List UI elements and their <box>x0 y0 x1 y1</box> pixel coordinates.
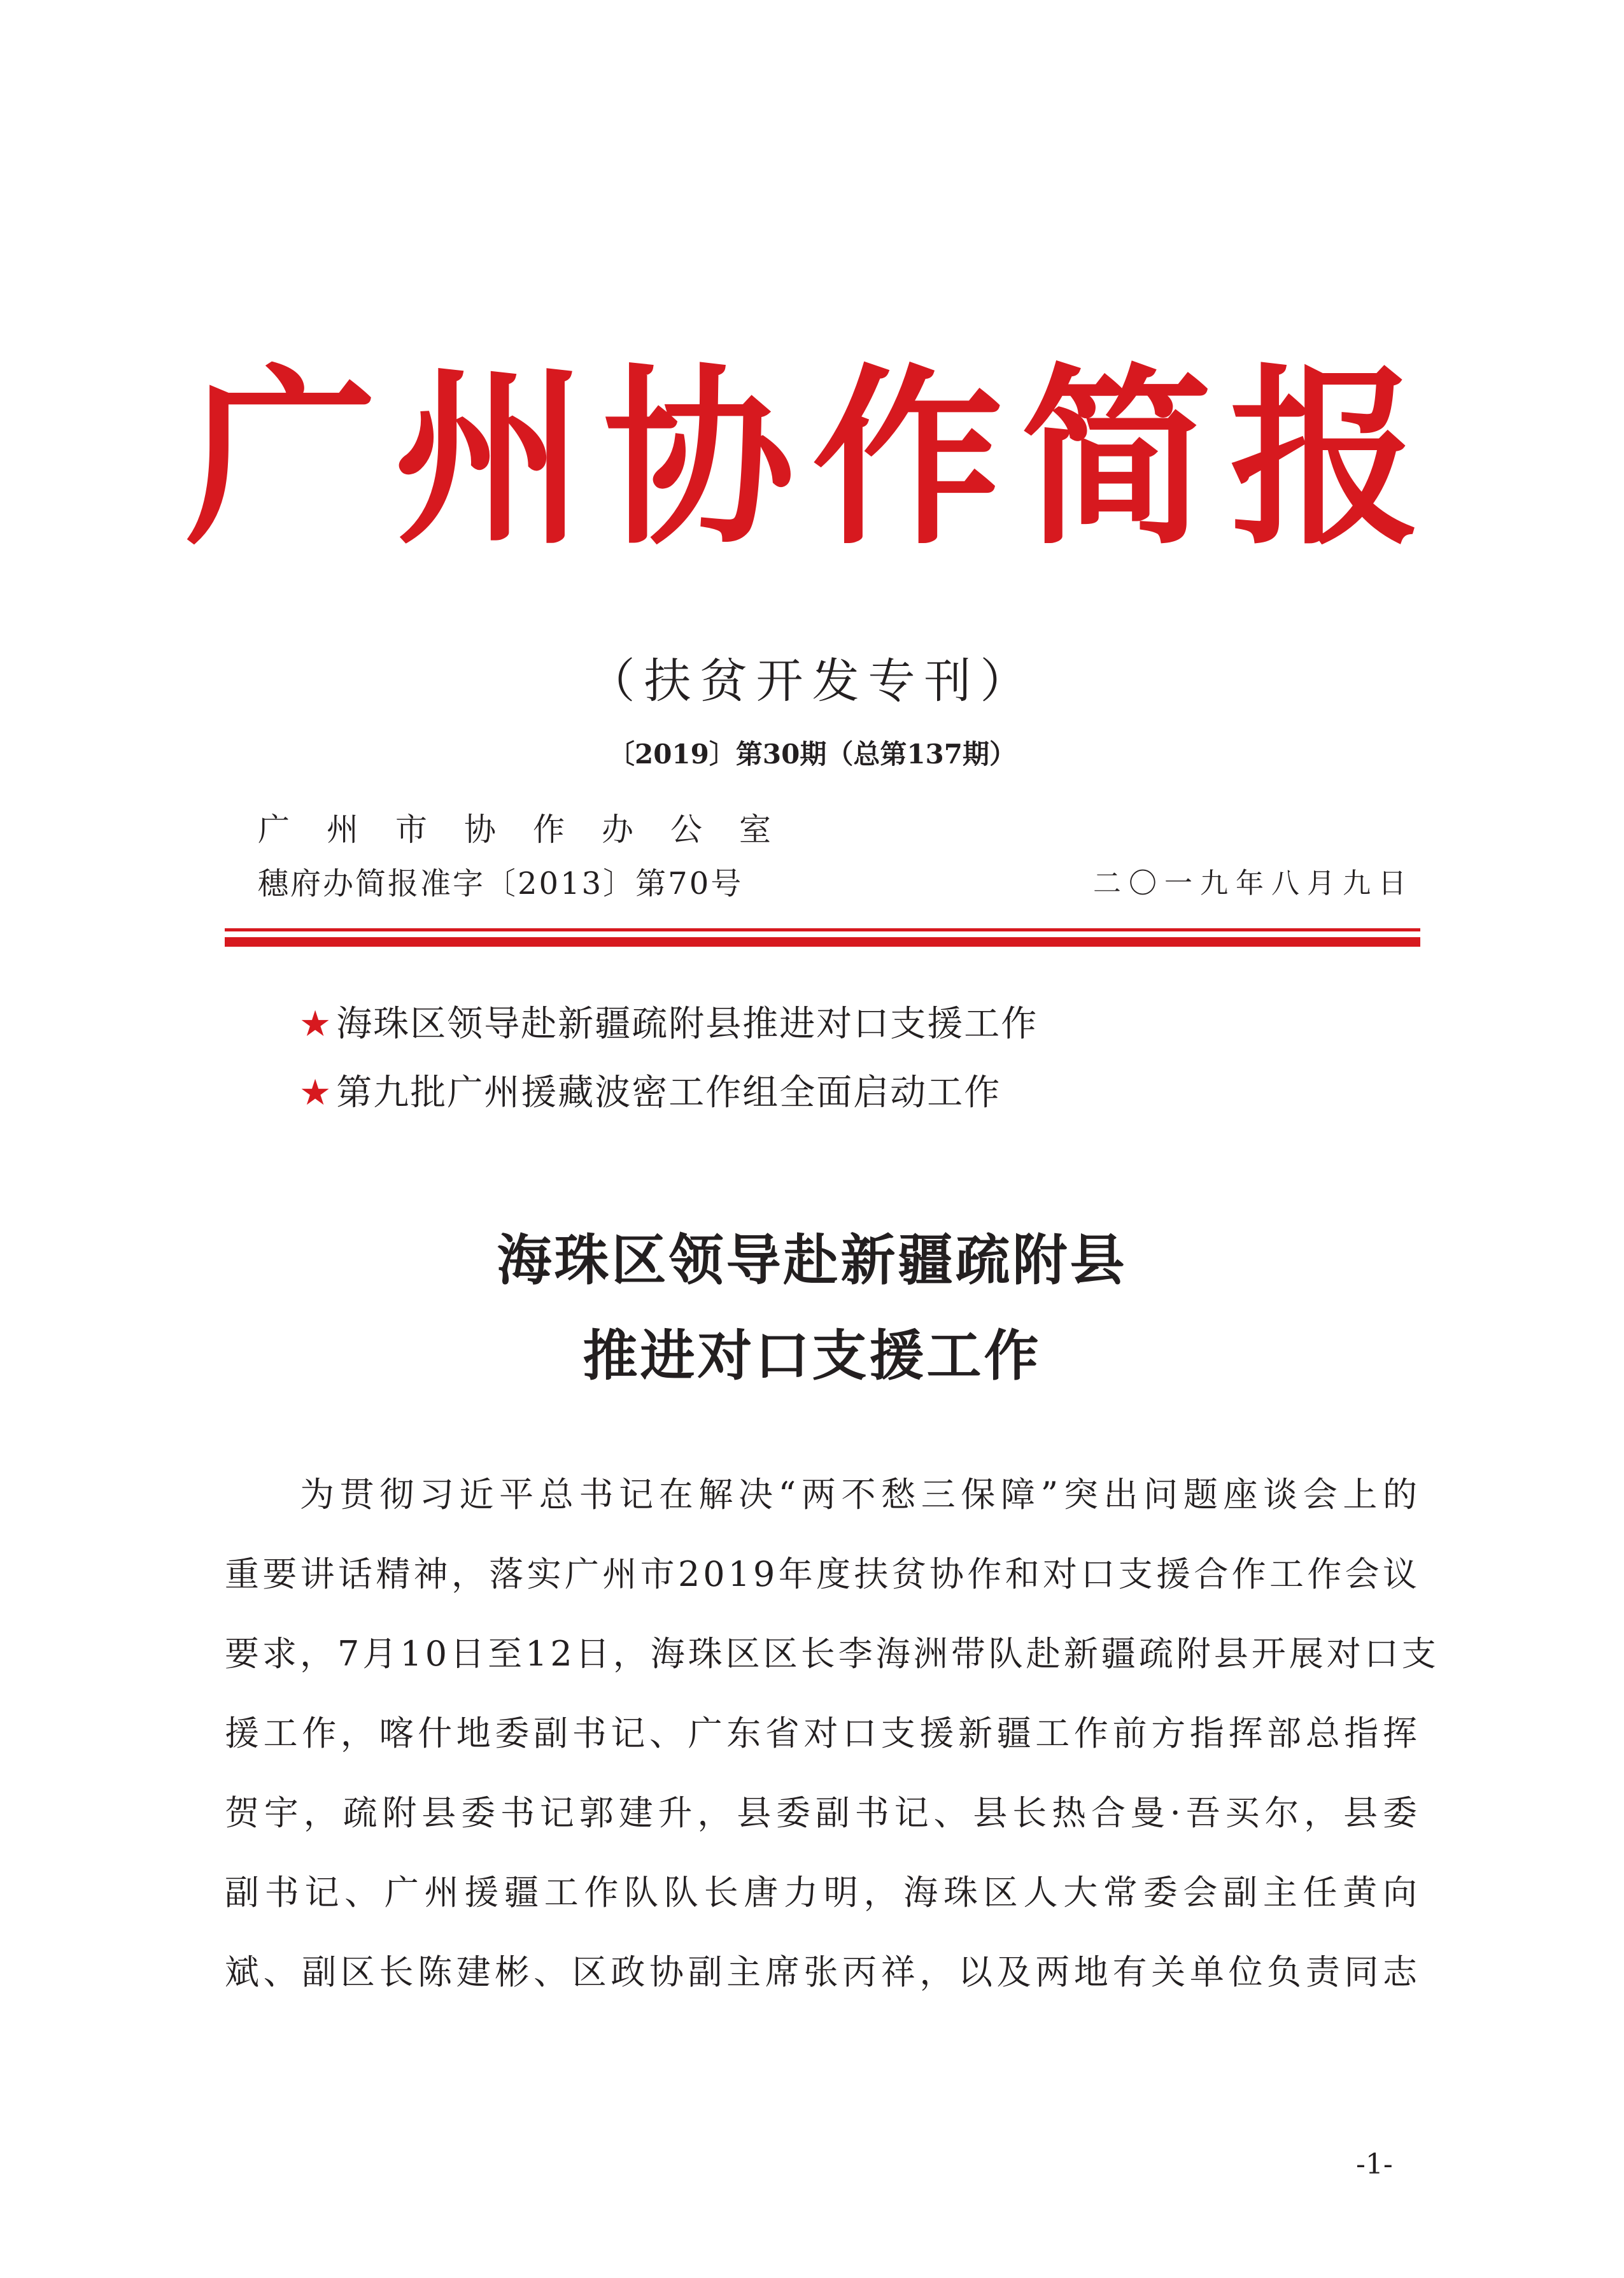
body-line: 要求，7月10日至12日，海珠区区长李海洲带队赴新疆疏附县开展对口支 <box>225 1634 1439 1674</box>
contents-list <box>299 990 1038 1128</box>
issue-number: 〔2019〕第30期（总第137期） <box>607 739 1016 770</box>
body-line: 斌、副区长陈建彬、区政协副主席张丙祥，以及两地有关单位负责同志 <box>225 1952 1420 1992</box>
body-line: 副书记、广州援疆工作队队长唐力明，海珠区人大常委会副主任黄向 <box>225 1872 1420 1913</box>
special-issue-subtitle: （扶贫开发专刊） <box>588 654 1036 709</box>
approval-number: 穗府办简报准字〔2013〕第70号 <box>258 866 744 902</box>
body-line: 援工作，喀什地委副书记、广东省对口支援新疆工作前方指挥部总指挥 <box>225 1713 1420 1753</box>
issuing-office: 广州市协作办公室 <box>258 811 808 848</box>
body-line: 重要讲话精神，落实广州市2019年度扶贫协作和对口支援合作工作会议 <box>225 1554 1420 1594</box>
header-divider-thick <box>225 937 1420 947</box>
article-body <box>225 1455 1439 2012</box>
page-number: -1- <box>1356 2148 1393 2181</box>
star-icon: ★ <box>299 1072 333 1114</box>
masthead-title: 广州协作简报 <box>185 346 1439 570</box>
contents-item <box>299 990 1038 1059</box>
body-line: 贺宇，疏附县委书记郭建升，县委副书记、县长热合曼·吾买尔，县委 <box>225 1793 1420 1833</box>
contents-item-text: 第九批广州援藏波密工作组全面启动工作 <box>336 1072 1001 1114</box>
star-icon: ★ <box>299 1003 333 1045</box>
header-divider-thin <box>225 928 1420 931</box>
issue-date: 二〇一九年八月九日 <box>1093 867 1414 900</box>
body-line: 为贯彻习近平总书记在解决“两不愁三保障”突出问题座谈会上的 <box>300 1475 1420 1515</box>
article-title-line: 海珠区领导赴新疆疏附县 <box>497 1228 1127 1292</box>
contents-item <box>299 1059 1038 1128</box>
article-title <box>0 1213 1624 1404</box>
contents-item-text: 海珠区领导赴新疆疏附县推进对口支援工作 <box>336 1003 1038 1045</box>
article-title-line: 推进对口支援工作 <box>583 1324 1041 1388</box>
